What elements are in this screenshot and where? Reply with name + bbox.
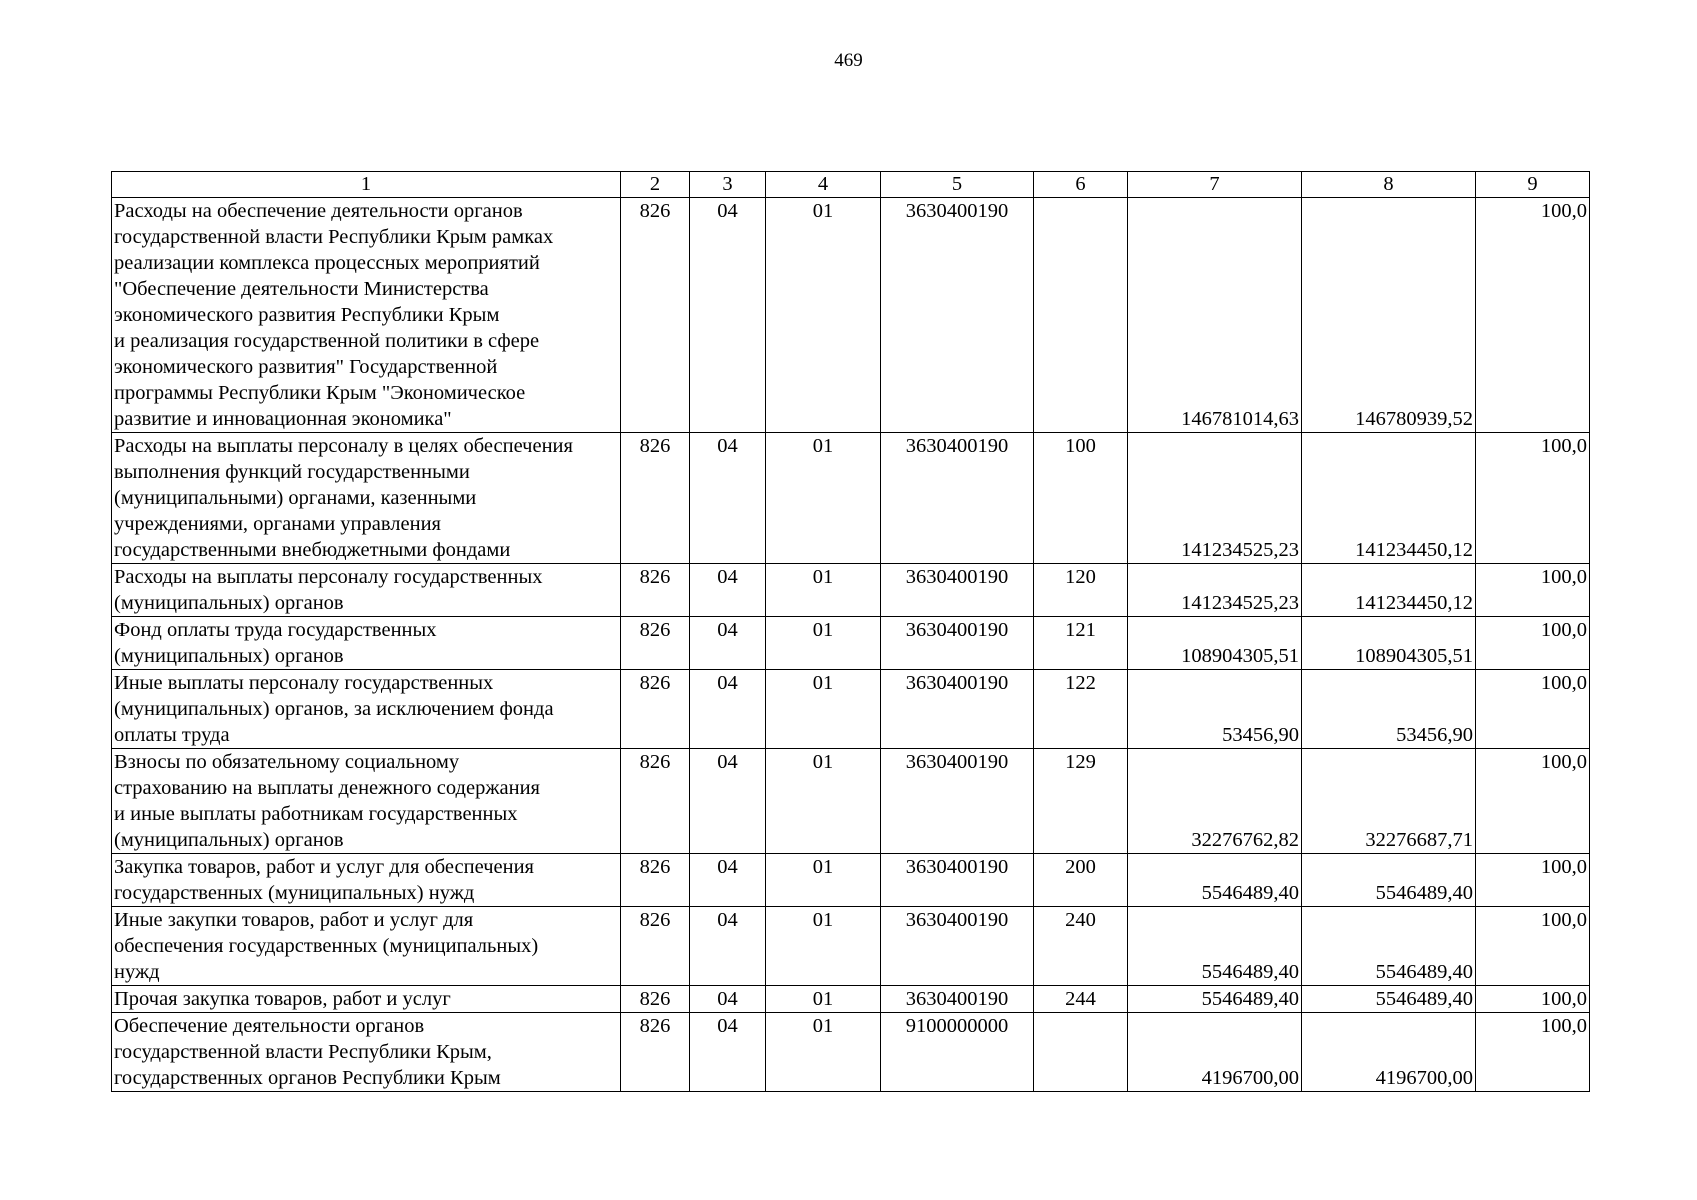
cell-subsection: 01 (766, 564, 881, 617)
cell-section: 04 (690, 617, 766, 670)
cell-execution-percent: 100,0 (1476, 749, 1590, 854)
table-body (112, 172, 1590, 1092)
table-row (112, 198, 1590, 433)
cell-subsection: 01 (766, 198, 881, 433)
description-line: выполнения функций государственными (114, 461, 470, 483)
table-row (112, 670, 1590, 749)
cell-planned-amount: 4196700,00 (1128, 1013, 1302, 1092)
cell-expense-type (1034, 1013, 1128, 1092)
description-line: реализации комплекса процессных мероприятий (114, 252, 540, 274)
cell-execution-percent: 100,0 (1476, 670, 1590, 749)
description-line: и реализация государственной политики в сфере (114, 330, 540, 352)
cell-expense-type: 244 (1034, 986, 1128, 1013)
cell-target-article: 3630400190 (881, 907, 1034, 986)
cell-planned-amount: 5546489,40 (1128, 854, 1302, 907)
description-line: государственной власти Республики Крым рамках (114, 226, 554, 248)
description-line: Обеспечение деятельности органов (114, 1015, 425, 1037)
cell-subsection: 01 (766, 433, 881, 564)
cell-admin-code: 826 (621, 986, 690, 1013)
description-line: развитие и инновационная экономика" (114, 408, 452, 430)
description-line: "Обеспечение деятельности Министерства (114, 278, 489, 300)
description-line: государственными внебюджетными фондами (114, 539, 511, 561)
cell-expense-type: 122 (1034, 670, 1128, 749)
cell-subsection: 01 (766, 907, 881, 986)
cell-execution-percent: 100,0 (1476, 854, 1590, 907)
col-header-1: 1 (112, 172, 621, 198)
cell-execution-percent: 100,0 (1476, 907, 1590, 986)
cell-executed-amount: 32276687,71 (1302, 749, 1476, 854)
cell-executed-amount: 141234450,12 (1302, 433, 1476, 564)
cell-description (112, 1013, 621, 1092)
cell-admin-code: 826 (621, 198, 690, 433)
cell-execution-percent: 100,0 (1476, 433, 1590, 564)
description-line: Иные выплаты персоналу государственных (114, 672, 494, 694)
description-line: государственной власти Республики Крым, (114, 1041, 492, 1063)
description-line: Взносы по обязательному социальному (114, 751, 460, 773)
page-number: 469 (834, 50, 863, 71)
description-line: Фонд оплаты труда государственных (114, 619, 437, 641)
description-line: учреждениями, органами управления (114, 513, 441, 535)
cell-expense-type: 100 (1034, 433, 1128, 564)
table-row (112, 854, 1590, 907)
cell-section: 04 (690, 670, 766, 749)
cell-description (112, 986, 621, 1013)
cell-target-article: 3630400190 (881, 564, 1034, 617)
description-line: страхованию на выплаты денежного содержания (114, 777, 540, 799)
cell-executed-amount: 53456,90 (1302, 670, 1476, 749)
cell-target-article: 3630400190 (881, 749, 1034, 854)
cell-subsection: 01 (766, 986, 881, 1013)
description-line: (муниципальных) органов (114, 829, 344, 851)
col-header-4: 4 (766, 172, 881, 198)
description-line: Расходы на выплаты персоналу в целях обеспечения (114, 435, 573, 457)
cell-execution-percent: 100,0 (1476, 564, 1590, 617)
cell-admin-code: 826 (621, 854, 690, 907)
cell-subsection: 01 (766, 617, 881, 670)
col-header-3: 3 (690, 172, 766, 198)
cell-execution-percent: 100,0 (1476, 617, 1590, 670)
cell-subsection: 01 (766, 749, 881, 854)
cell-expense-type: 129 (1034, 749, 1128, 854)
cell-planned-amount: 53456,90 (1128, 670, 1302, 749)
description-line: (муниципальных) органов (114, 592, 344, 614)
cell-admin-code: 826 (621, 617, 690, 670)
cell-admin-code: 826 (621, 749, 690, 854)
description-line: Расходы на выплаты персоналу государственных (114, 566, 543, 588)
cell-expense-type (1034, 198, 1128, 433)
cell-executed-amount: 108904305,51 (1302, 617, 1476, 670)
cell-planned-amount: 108904305,51 (1128, 617, 1302, 670)
description-line: Иные закупки товаров, работ и услуг для (114, 909, 474, 931)
cell-target-article: 3630400190 (881, 670, 1034, 749)
description-line: (муниципальных) органов (114, 645, 344, 667)
cell-target-article: 3630400190 (881, 198, 1034, 433)
cell-subsection: 01 (766, 1013, 881, 1092)
description-line: программы Республики Крым "Экономическое (114, 382, 526, 404)
cell-planned-amount: 146781014,63 (1128, 198, 1302, 433)
cell-target-article: 3630400190 (881, 433, 1034, 564)
cell-admin-code: 826 (621, 564, 690, 617)
budget-table (111, 171, 1590, 1092)
cell-description (112, 907, 621, 986)
cell-expense-type: 120 (1034, 564, 1128, 617)
cell-section: 04 (690, 907, 766, 986)
cell-target-article: 3630400190 (881, 617, 1034, 670)
cell-admin-code: 826 (621, 1013, 690, 1092)
col-header-6: 6 (1034, 172, 1128, 198)
cell-target-article: 3630400190 (881, 854, 1034, 907)
cell-admin-code: 826 (621, 670, 690, 749)
description-line: нужд (114, 961, 160, 983)
description-line: (муниципальных) органов, за исключением фонда (114, 698, 554, 720)
description-line: и иные выплаты работникам государственных (114, 803, 518, 825)
cell-subsection: 01 (766, 854, 881, 907)
cell-section: 04 (690, 986, 766, 1013)
cell-section: 04 (690, 1013, 766, 1092)
table-row (112, 433, 1590, 564)
table-row (112, 986, 1590, 1013)
cell-planned-amount: 141234525,23 (1128, 433, 1302, 564)
cell-admin-code: 826 (621, 907, 690, 986)
cell-section: 04 (690, 854, 766, 907)
cell-expense-type: 240 (1034, 907, 1128, 986)
cell-expense-type: 200 (1034, 854, 1128, 907)
cell-planned-amount: 32276762,82 (1128, 749, 1302, 854)
col-header-7: 7 (1128, 172, 1302, 198)
description-line: Закупка товаров, работ и услуг для обеспечения (114, 856, 534, 878)
col-header-8: 8 (1302, 172, 1476, 198)
description-line: обеспечения государственных (муниципальных) (114, 935, 539, 957)
cell-planned-amount: 141234525,23 (1128, 564, 1302, 617)
cell-description (112, 433, 621, 564)
cell-executed-amount: 5546489,40 (1302, 854, 1476, 907)
col-header-9: 9 (1476, 172, 1590, 198)
cell-executed-amount: 146780939,52 (1302, 198, 1476, 433)
col-header-5: 5 (881, 172, 1034, 198)
description-line: Расходы на обеспечение деятельности органов (114, 200, 523, 222)
description-line: государственных (муниципальных) нужд (114, 882, 475, 904)
cell-executed-amount: 5546489,40 (1302, 986, 1476, 1013)
cell-execution-percent: 100,0 (1476, 198, 1590, 433)
cell-executed-amount: 5546489,40 (1302, 907, 1476, 986)
cell-description (112, 564, 621, 617)
cell-target-article: 9100000000 (881, 1013, 1034, 1092)
cell-expense-type: 121 (1034, 617, 1128, 670)
cell-description (112, 198, 621, 433)
col-header-2: 2 (621, 172, 690, 198)
cell-execution-percent: 100,0 (1476, 986, 1590, 1013)
cell-section: 04 (690, 749, 766, 854)
table-row (112, 907, 1590, 986)
cell-description (112, 670, 621, 749)
header-row (112, 172, 1590, 198)
cell-planned-amount: 5546489,40 (1128, 986, 1302, 1013)
cell-execution-percent: 100,0 (1476, 1013, 1590, 1092)
description-line: оплаты труда (114, 724, 230, 746)
cell-subsection: 01 (766, 670, 881, 749)
cell-target-article: 3630400190 (881, 986, 1034, 1013)
cell-description (112, 749, 621, 854)
table-row (112, 564, 1590, 617)
cell-planned-amount: 5546489,40 (1128, 907, 1302, 986)
table-row (112, 749, 1590, 854)
cell-admin-code: 826 (621, 433, 690, 564)
cell-description (112, 854, 621, 907)
table-row (112, 1013, 1590, 1092)
cell-section: 04 (690, 433, 766, 564)
cell-executed-amount: 4196700,00 (1302, 1013, 1476, 1092)
cell-section: 04 (690, 198, 766, 433)
description-line: экономического развития Республики Крым (114, 304, 500, 326)
description-line: (муниципальными) органами, казенными (114, 487, 477, 509)
cell-executed-amount: 141234450,12 (1302, 564, 1476, 617)
table-row (112, 617, 1590, 670)
cell-section: 04 (690, 564, 766, 617)
description-line: экономического развития" Государственной (114, 356, 498, 378)
description-line: Прочая закупка товаров, работ и услуг (114, 988, 451, 1010)
description-line: государственных органов Республики Крым (114, 1067, 501, 1089)
cell-description (112, 617, 621, 670)
